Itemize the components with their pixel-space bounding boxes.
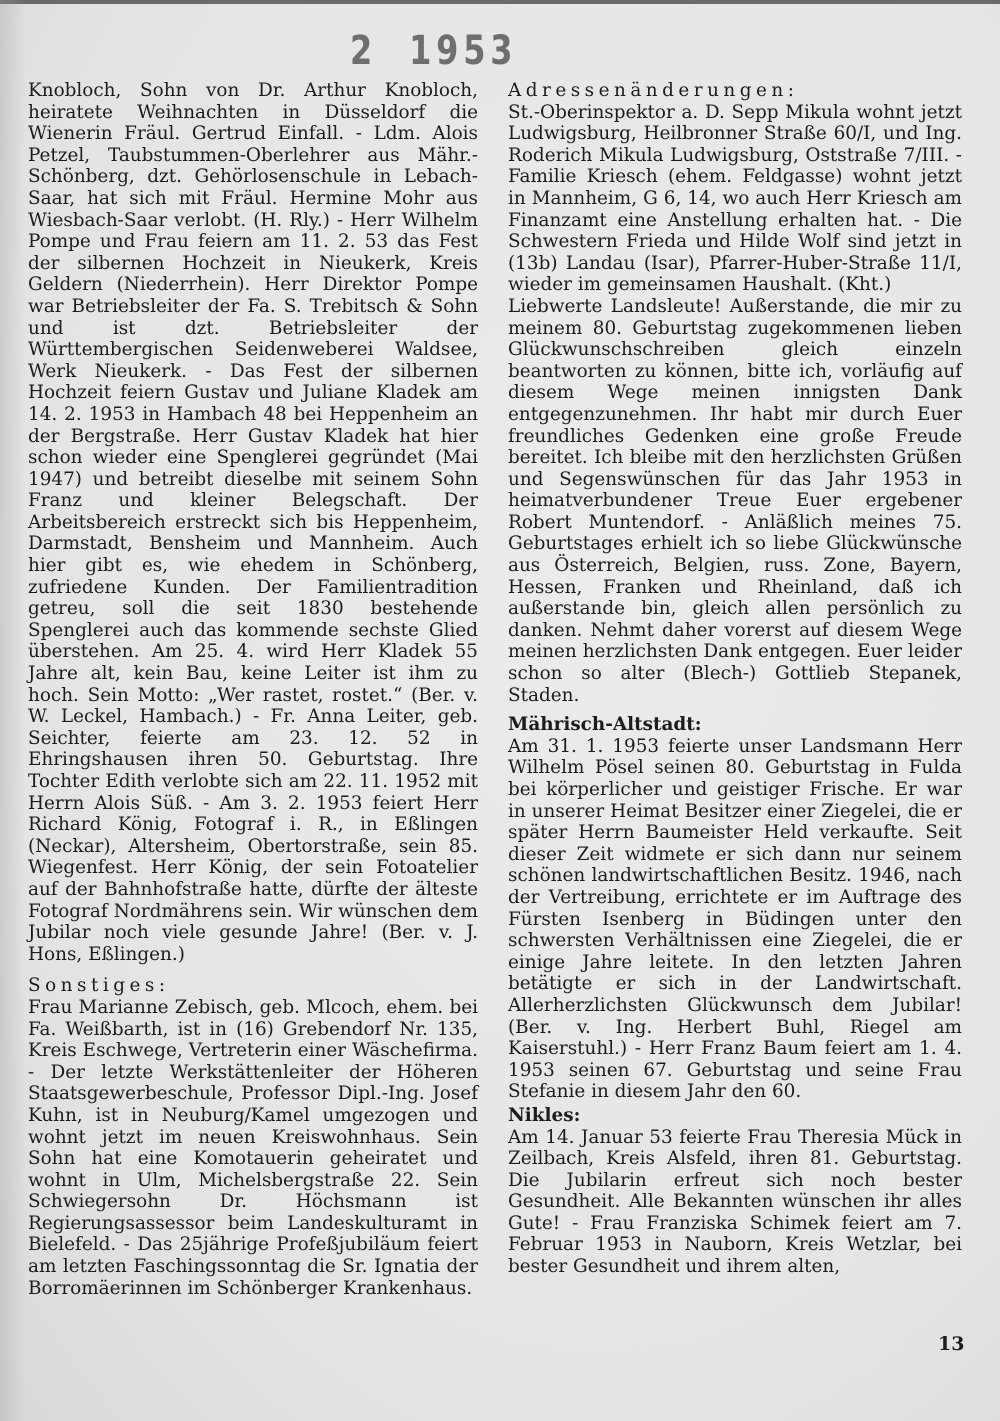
page-number: 13: [938, 1333, 965, 1355]
stamp-issue: 2: [350, 28, 378, 74]
section-heading-sonstiges: Sonstiges:: [28, 975, 170, 997]
altstadt-paragraph: Am 31. 1. 1953 feierte unser Landsmann Herr Wilhelm Pösel seinen 80. Geburtstag in Fulda bei körperlicher und geistiger Frische. Er war in unserer Heimat Besitzer einer Ziegelei, die er später Herrn Baumeister Held verkaufte. Seit dieser Zeit widmete er sich dann nur seinem schönen landwirtschaftlichen Besitz. 1946, nach der Vertreibung, errichtete er im Auftrage des Fürsten Isenberg in Büdingen unter den schwersten Verhältnissen eine Ziegelei, die er einige Jahre leitete. In den letzten Jahren betätigte er sich in der Landwirtschaft. Allerherzlichsten Glückwunsch dem Jubilar! (Ber. v. Ing. Herbert Buhl, Riegel am Kaiserstuhl.) - Herr Franz Baum feiert am 1. 4. 1953 seinen 67. Geburtstag und seine Frau Stefanie in diesem Jahr den 60.: [508, 735, 962, 1103]
stamp-year: 1953: [409, 28, 518, 74]
sonstiges-paragraph: Frau Marianne Zebisch, geb. Mlcoch, ehem. bei Fa. Weißbarth, ist in (16) Grebendorf Nr. 135, Kreis Eschwege, Vertreterin einer Wäschefirma. - Der letzte Werkstättenleiter der Höheren Staatsgewerbeschule, Professor Dipl.-Ing. Josef Kuhn, ist in Neuburg/Kamel umgezogen und wohnt jetzt im neuen Kreiswohnhaus. Sein Sohn hat eine Komotauerin geheiratet und wohnt in Ulm, Michelsbergstraße 22. Sein Schwiegersohn Dr. Höchsmann ist Regierungsassessor beim Landeskulturamt in Bielefeld. - Das 25jährige Profeßjubiläum feiert am letzten Faschingssonntag die Sr. Ignatia der Borromäerinnen im Schönberger Krankenhaus.: [28, 996, 478, 1299]
page-top-edge: [0, 0, 1000, 4]
nikles-paragraph: Am 14. Januar 53 feierte Frau Theresia Mück in Zeilbach, Kreis Alsfeld, ihren 81. Geburtstag. Die Jubilarin erfreut sich noch bester Gesundheit. Alle Bekannten wünschen ihr alles Gute! - Frau Franziska Schimek feiert am 7. Februar 1953 in Nauborn, Kreis Wetzlar, bei bester Gesundheit und ihrem alten,: [508, 1126, 962, 1278]
date-stamp: [350, 28, 517, 74]
section-heading-maehrisch-altstadt: Mährisch-Altstadt:: [508, 714, 702, 736]
section-heading-nikles: Nikles:: [508, 1104, 581, 1126]
right-column: [508, 80, 962, 1278]
section-heading-adressenaenderungen: Adressenänderungen:: [508, 80, 799, 101]
letter-paragraph: Liebwerte Landsleute! Außerstande, die mir zu meinem 80. Geburtstag zugekommenen lieben Glückwunschschreiben gleich einzeln beantworten zu können, bitte ich, vorläufig auf diesem Wege meinen innigsten Dank entgegenzunehmen. Ihr habt mir durch Euer freundliches Gedenken eine große Freude bereitet. Ich bleibe mit den herzlichsten Grüßen und Segenswünschen für das Jahr 1953 in heimatverbundener Treue Euer ergebener Robert Muntendorf. - Anläßlich meines 75. Geburtstages erhielt ich so liebe Glückwünsche aus Österreich, Belgien, russ. Zone, Bayern, Hessen, Franken und Rheinland, daß ich außerstande bin, gleich allen persönlich zu danken. Nehmt daher vorerst auf diesem Wege meinen herzlichsten Dank entgegen. Euer leider schon so alter (Blech-) Gottlieb Stepanek, Staden.: [508, 295, 962, 706]
intro-paragraph: Knobloch, Sohn von Dr. Arthur Knobloch, heiratete Weihnachten in Düsseldorf die Wienerin Fräul. Gertrud Einfall. - Ldm. Alois Petzel, Taubstummen-Oberlehrer aus Mähr.-Schönberg, dzt. Gehörlosenschule in Lebach-Saar, hat sich mit Fräul. Hermine Mohr aus Wiesbach-Saar verlobt. (H. Rly.) - Herr Wilhelm Pompe und Frau feiern am 11. 2. 53 das Fest der silbernen Hochzeit in Nieukerk, Kreis Geldern (Niederrhein). Herr Direktor Pompe war Betriebsleiter der Fa. S. Trebitsch & Sohn und ist dzt. Betriebsleiter der Württembergischen Seidenweberei Waldsee, Werk Nieukerk. - Das Fest der silbernen Hochzeit feiern Gustav und Juliane Kladek am 14. 2. 1953 in Hambach 48 bei Heppenheim an der Bergstraße. Herr Gustav Kladek hat hier schon wieder eine Spenglerei gegründet (Mai 1947) und betreibt dieselbe mit seinem Sohn Franz und kleiner Belegschaft. Der Arbeitsbereich erstreckt sich bis Heppenheim, Darmstadt, Bensheim und Mannheim. Auch hier gibt es, wie ehedem in Schönberg, zufriedene Kunden. Der Familientradition getreu, soll die seit 1830 bestehende Spenglerei auch das kommende sechste Glied überstehen. Am 25. 4. wird Herr Kladek 55 Jahre alt, kein Bau, keine Leiter ist ihm zu hoch. Sein Motto: „Wer rastet, rostet.“ (Ber. v. W. Leckel, Hambach.) - Fr. Anna Leiter, geb. Seichter, feierte am 23. 12. 52 in Ehringshausen ihren 50. Geburtstag. Ihre Tochter Edith verlobte sich am 22. 11. 1952 mit Herrn Alois Süß. - Am 3. 2. 1953 feiert Herr Richard König, Fotograf i. R., in Eßlingen (Neckar), Altersheim, Obertorstraße, sein 85. Wiegenfest. Herr König, der sein Fotoatelier auf der Bahnhofstraße hatte, dürfte der älteste Fotograf Nordmährens sein. Wir wünschen dem Jubilar noch viele gesunde Jahre! (Ber. v. J. Hons, Eßlingen.): [28, 80, 478, 965]
binding-shadow: [0, 0, 26, 1421]
left-column: [28, 80, 478, 1299]
address-paragraph: St.-Oberinspektor a. D. Sepp Mikula wohnt jetzt Ludwigsburg, Heilbronner Straße 60/I, und Ing. Roderich Mikula Ludwigsburg, Oststraße 7/III. - Familie Kriesch (ehem. Feldgasse) wohnt jetzt in Mannheim, G 6, 14, wo auch Herr Kriesch am Finanzamt eine Anstellung erhalten hat. - Die Schwestern Frieda und Hilde Wolf sind jetzt in (13b) Landau (Isar), Pfarrer-Huber-Straße 11/I, wieder im gemeinsamen Haushalt. (Kht.): [508, 101, 962, 296]
